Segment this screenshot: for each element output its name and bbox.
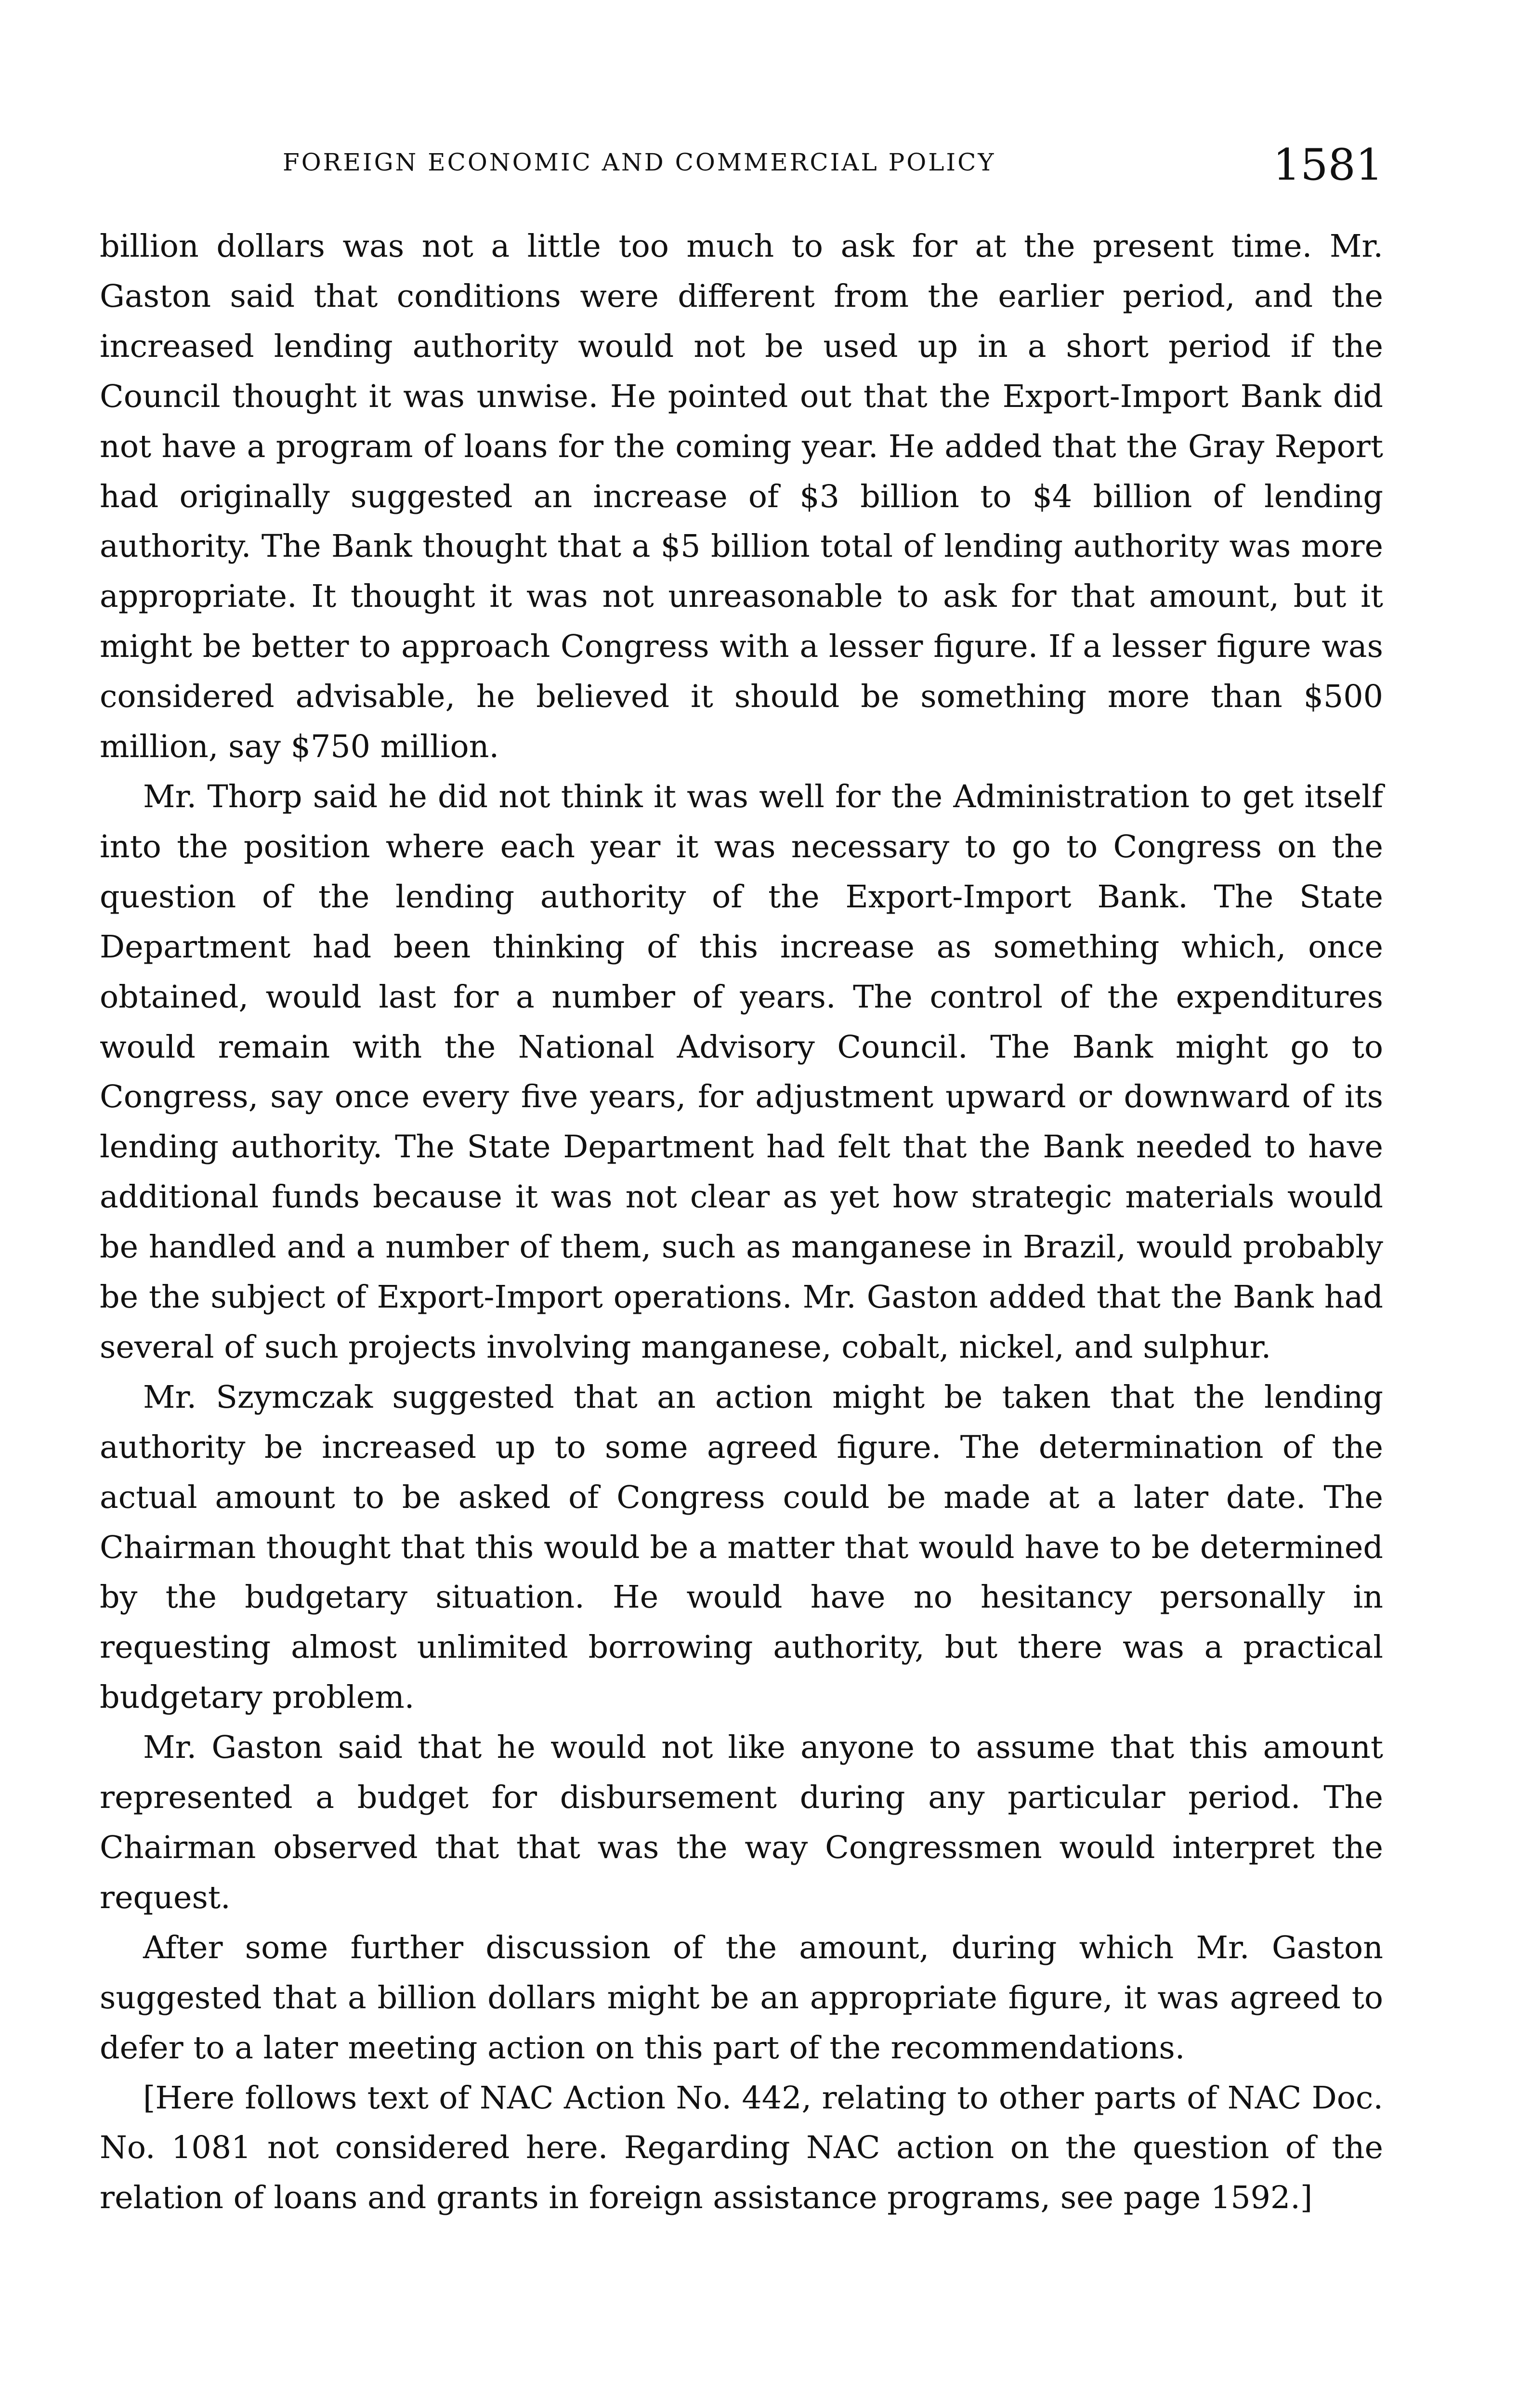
paragraph-szymczak: Mr. Szymczak suggested that an action might be taken that the lending authority be increased up to some agreed figure. The determination of the actual amount to be asked of Congress could be made at a later date. The Chairman thought that this would be a matter that would have to be determined by the budgetary situation. He would have no hesitancy personally in requesting almost unlimited borrowing authority, but there was a practical budgetary problem.	[100, 1379, 1383, 1716]
paragraph-gaston: Mr. Gaston said that he would not like anyone to assume that this amount represented a budget for disbursement during any particular period. The Chairman observed that that was the way Congressmen would interpret the request.	[100, 1729, 1383, 1916]
paragraph-continuation: billion dollars was not a little too much to ask for at the present time. Mr. Gaston said that conditions were different from the earlier period, and the increased lending authority would not be used up in a short period if the Council thought it was unwise. He pointed out that the Export-Import Bank did not have a program of loans for the coming year. He added that the Gray Report had originally suggested an increase of $3 billion to $4 billion of lending authority. The Bank thought that a $5 billion total of lending authority was more appropriate. It thought it was not unreasonable to ask for that amount, but it might be better to approach Congress with a lesser figure. If a lesser figure was considered advisable, he believed it should be something more than $500 million, say $750 million.	[100, 228, 1383, 765]
paragraph-thorp: Mr. Thorp said he did not think it was well for the Administration to get itself into the position where each year it was necessary to go to Congress on the question of the lending authority of the Export-Import Bank. The State Department had been thinking of this increase as something which, once obtained, would last for a number of years. The control of the expenditures would remain with the National Advisory Council. The Bank might go to Congress, say once every five years, for adjustment upward or downward of its lending authority. The State Department had felt that the Bank needed to have additional funds because it was not clear as yet how strategic materials would be handled and a number of them, such as manganese in Brazil, would probably be the subject of Export-Import operations. Mr. Gaston added that the Bank had several of such projects involving manganese, cobalt, nickel, and sulphur.	[100, 778, 1383, 1365]
paragraph-editorial-note: [Here follows text of NAC Action No. 442, relating to other parts of NAC Doc. No. 1081 not considered here. Regarding NAC action on the question of the relation of loans and grants in foreign assistance programs, see page 1592.]	[100, 2080, 1383, 2216]
paragraph-discussion: After some further discussion of the amount, during which Mr. Gaston suggested that a billion dollars might be an appropriate figure, it was agreed to defer to a later meeting action on this part of the recommendations.	[100, 1929, 1383, 2066]
body-text	[100, 222, 1383, 2223]
running-head	[100, 140, 1383, 193]
page-number: 1581	[1272, 140, 1383, 190]
running-title: FOREIGN ECONOMIC AND COMMERCIAL POLICY	[283, 148, 996, 176]
